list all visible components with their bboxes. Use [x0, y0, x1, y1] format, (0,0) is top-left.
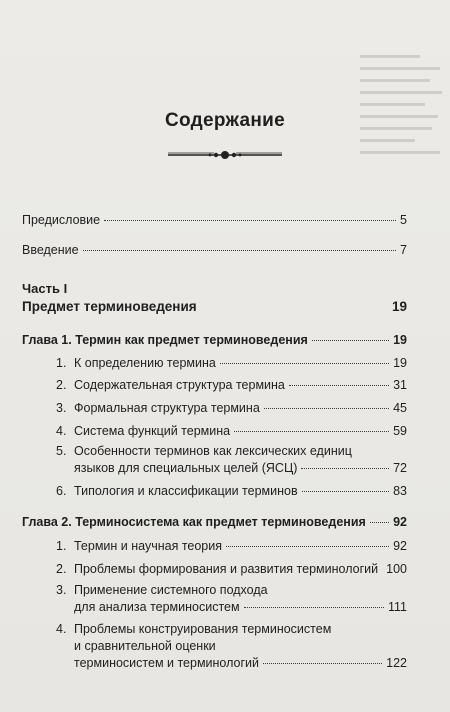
toc-entry-page: 72	[393, 461, 407, 475]
leader-dots	[302, 491, 389, 492]
toc-entry-section[interactable]	[56, 424, 407, 439]
toc-entry-section[interactable]	[56, 378, 407, 393]
toc-entry-page: 111	[387, 600, 407, 614]
toc-entry-section[interactable]	[74, 461, 407, 476]
toc-entry-section-first-line[interactable]	[56, 622, 331, 638]
toc-entry-page: 45	[393, 401, 407, 415]
toc-entry-page: 100	[386, 562, 407, 576]
section-number: 4.	[56, 424, 67, 438]
leader-dots	[312, 340, 389, 341]
toc-entry-section-first-line[interactable]	[56, 583, 268, 599]
toc-entry-section[interactable]	[56, 484, 407, 499]
toc-entry-section[interactable]	[56, 562, 407, 577]
toc-entry-label: Предисловие	[22, 213, 101, 227]
toc-entry-label: Введение	[22, 243, 79, 257]
section-label: Формальная структура термина	[74, 401, 260, 415]
section-label: Типология и классификации терминов	[74, 484, 298, 498]
leader-dots	[220, 363, 389, 364]
section-number: 1.	[56, 356, 67, 370]
section-label: Проблемы формирования и развития терминологий	[74, 562, 379, 576]
section-number: 1.	[56, 539, 67, 553]
toc-entry-page: 7	[400, 243, 407, 257]
section-label: К определению термина	[74, 356, 216, 370]
toc-entry-page: 59	[393, 424, 407, 438]
toc-entry-chapter-2[interactable]	[22, 515, 407, 530]
toc-entry-preface[interactable]	[22, 213, 407, 228]
section-label: Содержательная структура термина	[74, 378, 285, 392]
toc-entry-page: 19	[393, 356, 407, 370]
leader-dots	[226, 546, 389, 547]
chapter-title: Терминосистема как предмет терминоведения	[75, 515, 366, 529]
section-number: 3.	[56, 583, 67, 597]
leader-dots	[104, 220, 396, 221]
ornament-divider-icon	[166, 148, 284, 162]
toc-entry-page: 5	[400, 213, 407, 227]
part-title: Предмет терминоведения	[22, 299, 197, 314]
toc-entry-section[interactable]	[74, 656, 407, 671]
chapter-prefix: Глава 2.	[22, 515, 72, 529]
leader-dots	[301, 468, 389, 469]
leader-dots	[244, 607, 384, 608]
part-label: Часть I	[22, 281, 68, 296]
toc-entry-section-second-line	[74, 639, 216, 655]
toc-entry-section[interactable]	[56, 539, 407, 554]
toc-entry-section-first-line[interactable]	[56, 444, 352, 460]
section-label: и сравнительной оценки	[74, 639, 216, 653]
chapter-prefix: Глава 1.	[22, 333, 72, 347]
section-label: Применение системного подхода	[74, 583, 268, 597]
leader-dots	[370, 522, 389, 523]
section-label: Термин и научная теория	[74, 539, 223, 553]
toc-entry-page: 92	[393, 515, 407, 529]
toc-entry-chapter-1[interactable]	[22, 333, 407, 348]
section-label: Система функций термина	[74, 424, 231, 438]
toc-entry-page: 92	[393, 539, 407, 553]
section-label: Особенности терминов как лексических единиц	[74, 444, 352, 458]
section-number: 5.	[56, 444, 67, 458]
section-number: 4.	[56, 622, 67, 636]
section-label: терминосистем и терминологий	[74, 656, 260, 670]
leader-dots	[264, 408, 389, 409]
page-title: Содержание	[164, 110, 286, 131]
toc-entry-page: 83	[393, 484, 407, 498]
section-number: 2.	[56, 562, 67, 576]
toc-entry-page: 19	[391, 299, 407, 314]
section-number: 6.	[56, 484, 67, 498]
toc-entry-section[interactable]	[56, 356, 407, 371]
leader-dots	[234, 431, 389, 432]
toc-entry-section[interactable]	[56, 401, 407, 416]
section-label: для анализа терминосистем	[74, 600, 240, 614]
toc-entry-section[interactable]	[74, 600, 407, 615]
show-through-text	[360, 55, 445, 295]
chapter-title: Термин как предмет терминоведения	[75, 333, 308, 347]
section-number: 3.	[56, 401, 67, 415]
toc-entry-introduction[interactable]	[22, 243, 407, 258]
leader-dots	[289, 385, 389, 386]
toc-entry-page: 19	[393, 333, 407, 347]
leader-dots	[83, 250, 396, 251]
section-number: 2.	[56, 378, 67, 392]
toc-entry-part-1[interactable]	[22, 299, 407, 314]
toc-entry-page: 31	[393, 378, 407, 392]
toc-entry-page: 122	[386, 656, 407, 670]
section-label: языков для специальных целей (ЯСЦ)	[74, 461, 298, 475]
section-label: Проблемы конструирования терминосистем	[74, 622, 332, 636]
leader-dots	[263, 663, 382, 664]
